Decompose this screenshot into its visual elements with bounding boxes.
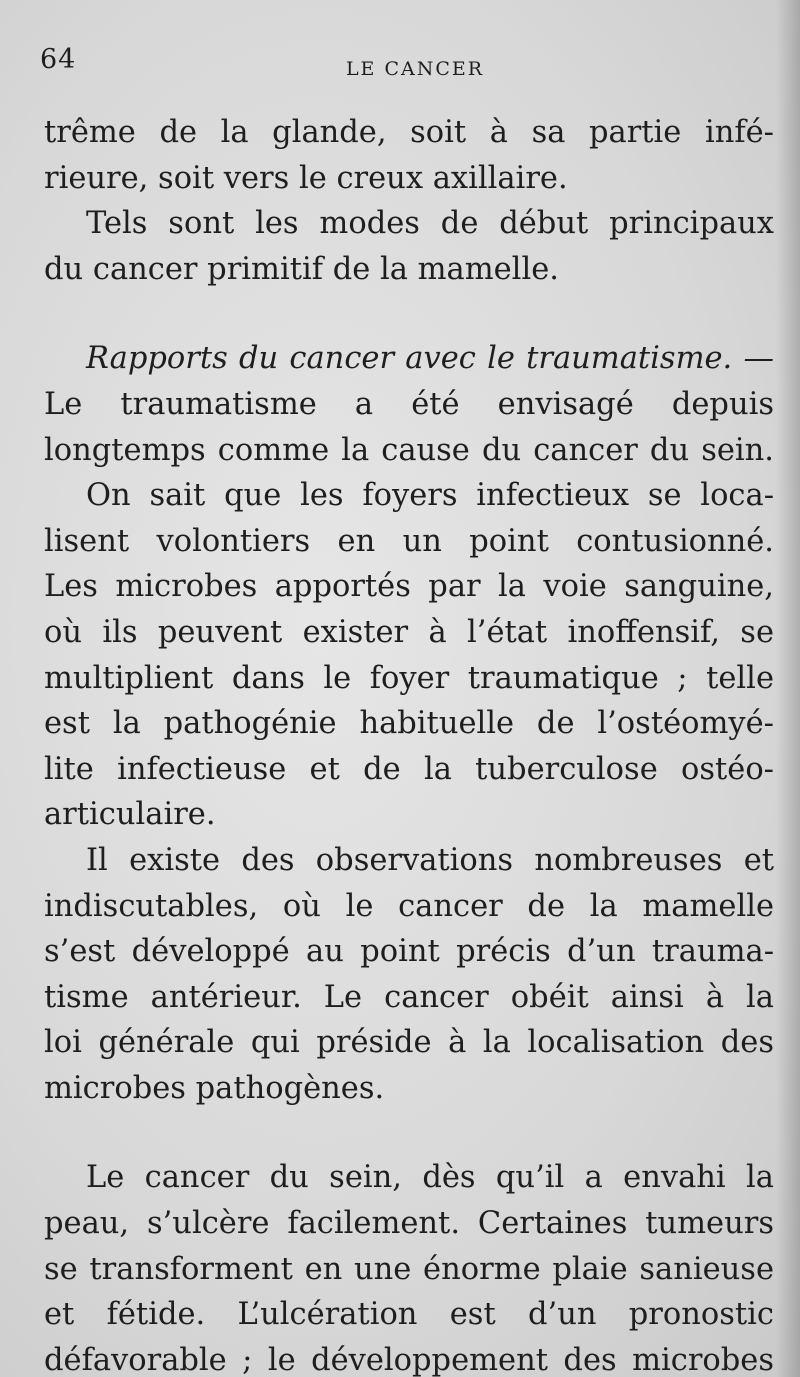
text-line: articulaire. [44,797,216,833]
text-line: multiplient dans le foyer traumatique ; telle [44,660,774,696]
paragraph-gap [44,1111,774,1155]
text-line: longtemps comme la cause du cancer du sein. [44,432,774,468]
text-line: rieure, soit vers le creux axillaire. [44,160,568,196]
text-line: Les microbes apportés par la voie sanguine, [44,569,774,605]
text-line: On sait que les foyers infectieux se loca- [86,478,774,514]
text-line: Tels sont les modes de début principaux [86,206,774,242]
text-line: Le cancer du sein, dès qu’il a envahi la [86,1160,774,1196]
text-line: s’est développé au point précis d’un trauma- [44,934,774,970]
paragraph-gap [44,292,774,336]
section-heading: Rapports du cancer avec le traumatisme. — [86,341,774,377]
text-line: peau, s’ulcère facilement. Certaines tumeurs [44,1206,774,1242]
text-line: lisent volontiers en un point contusionné. [44,523,774,559]
text-line: Il existe des observations nombreuses et [86,842,774,878]
text-line: indiscutables, où le cancer de la mamelle [44,888,774,924]
body-text [44,110,774,1377]
text-line: trême de la glande, soit à sa partie infé- [44,115,774,150]
text-line: microbes pathogènes. [44,1070,385,1106]
text-line: et fétide. L’ulcération est d’un pronostic [44,1297,774,1333]
text-line: lite infectieuse et de la tuberculose ostéo- [44,751,774,787]
text-line: loi générale qui préside à la localisation des [44,1025,774,1061]
text-line: tisme antérieur. Le cancer obéit ainsi à la [44,979,774,1015]
text-line: Le traumatisme a été envisagé depuis [44,386,774,422]
text-line: est la pathogénie habituelle de l’ostéomyé- [44,706,774,742]
page-spine-shadow [776,0,800,1377]
text-line: du cancer primitif de la mamelle. [44,251,559,287]
text-line: où ils peuvent exister à l’état inoffensif, se [44,614,774,650]
running-title: LE CANCER [345,58,485,80]
text-line: défavorable ; le développement des microbes [44,1342,774,1377]
page-number: 64 [40,44,77,75]
text-line: se transforment en une énorme plaie sanieuse [44,1251,774,1287]
